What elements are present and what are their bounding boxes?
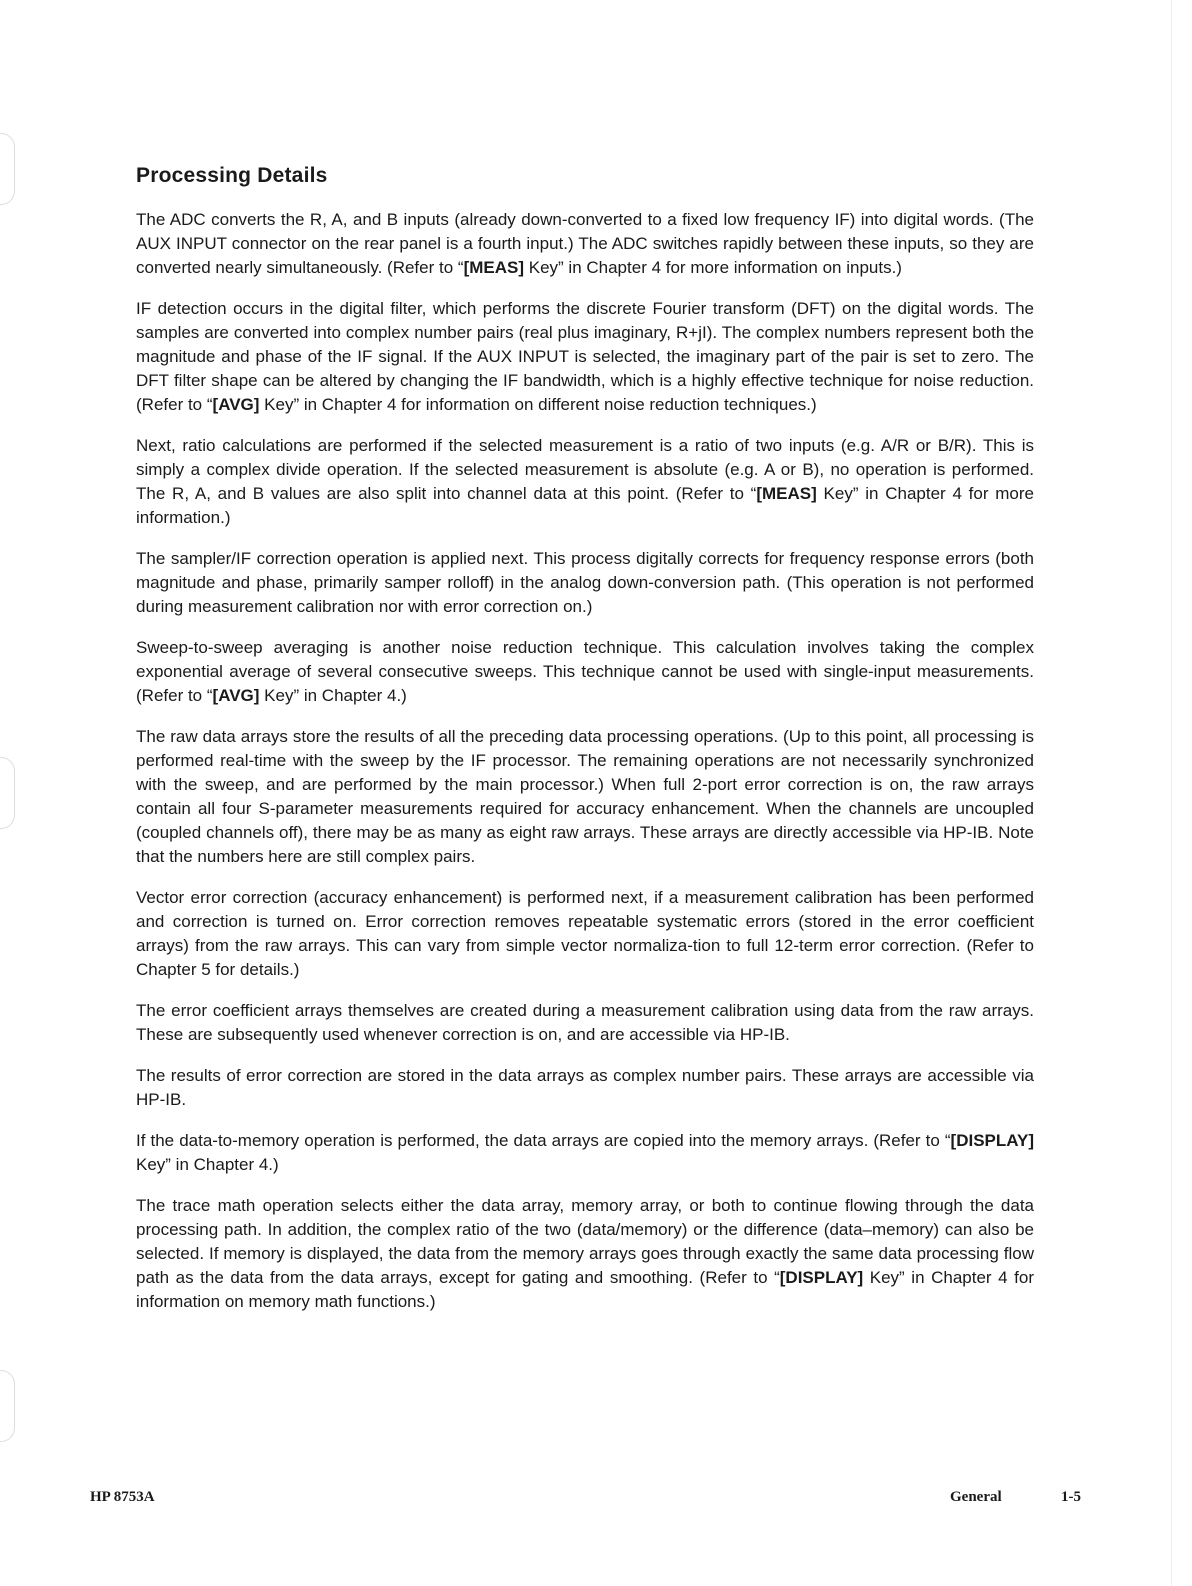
binder-hole [0, 757, 15, 829]
body-paragraph [136, 434, 1034, 530]
key-reference: [MEAS] [756, 484, 817, 503]
body-paragraph [136, 547, 1034, 619]
paragraph-text: The trace math operation selects either the data array, memory array, or both to continue flowing through the data processing path. In addition, the complex ratio of the two (data/memory) or the difference (data–memory) can also be selected. If memory is displayed, the data from the memory arrays goes through exactly the same data processing flow path as the data from the data arrays, except for gating and smoothing. (Refer to “ [136, 1196, 1034, 1287]
body-paragraph [136, 999, 1034, 1047]
paragraph-text: Sweep-to-sweep averaging is another noise reduction technique. This calculation involves taking the complex exponential average of several consecutive sweeps. This technique cannot be used with single-input measurements. (Refer to “ [136, 638, 1034, 705]
key-reference: [AVG] [212, 395, 260, 414]
section-heading: Processing Details [136, 164, 328, 187]
paragraph-text: Key” in Chapter 4.) [259, 686, 407, 705]
key-reference: [AVG] [212, 686, 260, 705]
paragraph-text: The ADC converts the R, A, and B inputs (already down-converted to a fixed low frequency IF) into digital words. (The AUX INPUT connector on the rear panel is a fourth input.) The ADC switches rapidly between these inputs, so they are converted nearly simultaneously. (Refer to “ [136, 210, 1034, 277]
body-paragraph [136, 208, 1034, 280]
paragraph-text: Vector error correction (accuracy enhancement) is performed next, if a measurement calibration has been performed and correction is turned on. Error correction removes repeatable systematic errors (stored in the error coefficient arrays) from the raw arrays. This can vary from simple vector normaliza-tion to full 12-term error correction. (Refer to Chapter 5 for details.) [136, 888, 1034, 979]
paragraph-text: The raw data arrays store the results of all the preceding data processing operations. (Up to this point, all processing is performed real-time with the sweep by the IF processor. The remaining operations are not necessarily synchronized with the sweep, and are performed by the main processor.) When full 2-port error correction is on, the raw arrays contain all four S-parameter measurements required for accuracy enhancement. When the channels are uncoupled (coupled channels off), there may be as many as eight raw arrays. These arrays are directly accessible via HP-IB. Note that the numbers here are still complex pairs. [136, 727, 1034, 866]
body-paragraph [136, 636, 1034, 708]
key-reference: [DISPLAY] [950, 1131, 1034, 1150]
paragraph-text: Key” in Chapter 4 for information on different noise reduction techniques.) [259, 395, 817, 414]
paragraph-text: Key” in Chapter 4 for more information on inputs.) [524, 258, 902, 277]
body-paragraph [136, 725, 1034, 869]
paragraph-text: The results of error correction are stored in the data arrays as complex number pairs. These arrays are accessible via HP-IB. [136, 1066, 1034, 1109]
footer-page-number: 1-5 [1061, 1489, 1081, 1505]
paragraph-text: The sampler/IF correction operation is applied next. This process digitally corrects for frequency response errors (both magnitude and phase, primarily samper rolloff) in the analog down-conversion path. (This operation is not performed during measurement calibration nor with error correction on.) [136, 549, 1034, 616]
paragraph-text: IF detection occurs in the digital filter, which performs the discrete Fourier transform (DFT) on the digital words. The samples are converted into complex number pairs (real plus imaginary, R+jI). The complex numbers represent both the magnitude and phase of the IF signal. If the AUX INPUT is selected, the imaginary part of the pair is set to zero. The DFT filter shape can be altered by changing the IF bandwidth, which is a highly effective technique for noise reduction. (Refer to “ [136, 299, 1034, 414]
body-paragraph [136, 1064, 1034, 1112]
paragraph-text: The error coefficient arrays themselves are created during a measurement calibration using data from the raw arrays. These are subsequently used whenever correction is on, and are accessible via HP-IB. [136, 1001, 1034, 1044]
footer-section: General [950, 1489, 1002, 1505]
key-reference: [MEAS] [463, 258, 525, 277]
body-paragraph [136, 886, 1034, 982]
paragraphs [136, 208, 1034, 1314]
body-paragraph [136, 1194, 1034, 1314]
body-paragraph [136, 1129, 1034, 1177]
paragraph-text: Next, ratio calculations are performed if the selected measurement is a ratio of two inputs (e.g. A/R or B/R). This is simply a complex divide operation. If the selected measurement is absolute (e.g. A or B), no operation is performed. The R, A, and B values are also split into channel data at this point. (Refer to “ [136, 436, 1034, 503]
key-reference: [DISPLAY] [779, 1268, 864, 1287]
body-paragraph [136, 297, 1034, 417]
paragraph-text: If the data-to-memory operation is performed, the data arrays are copied into the memory arrays. (Refer to “ [136, 1131, 951, 1150]
footer-model: HP 8753A [90, 1489, 155, 1505]
paragraph-text: Key” in Chapter 4.) [136, 1155, 279, 1174]
page-edge [1171, 0, 1172, 1586]
page-body [136, 164, 1034, 1331]
binder-hole [0, 1370, 15, 1442]
paragraph-text: Key” in Chapter 4 for more information.) [136, 484, 1034, 527]
paragraph-text: Key” in Chapter 4 for information on memory math functions.) [136, 1268, 1034, 1311]
binder-hole [0, 133, 15, 205]
